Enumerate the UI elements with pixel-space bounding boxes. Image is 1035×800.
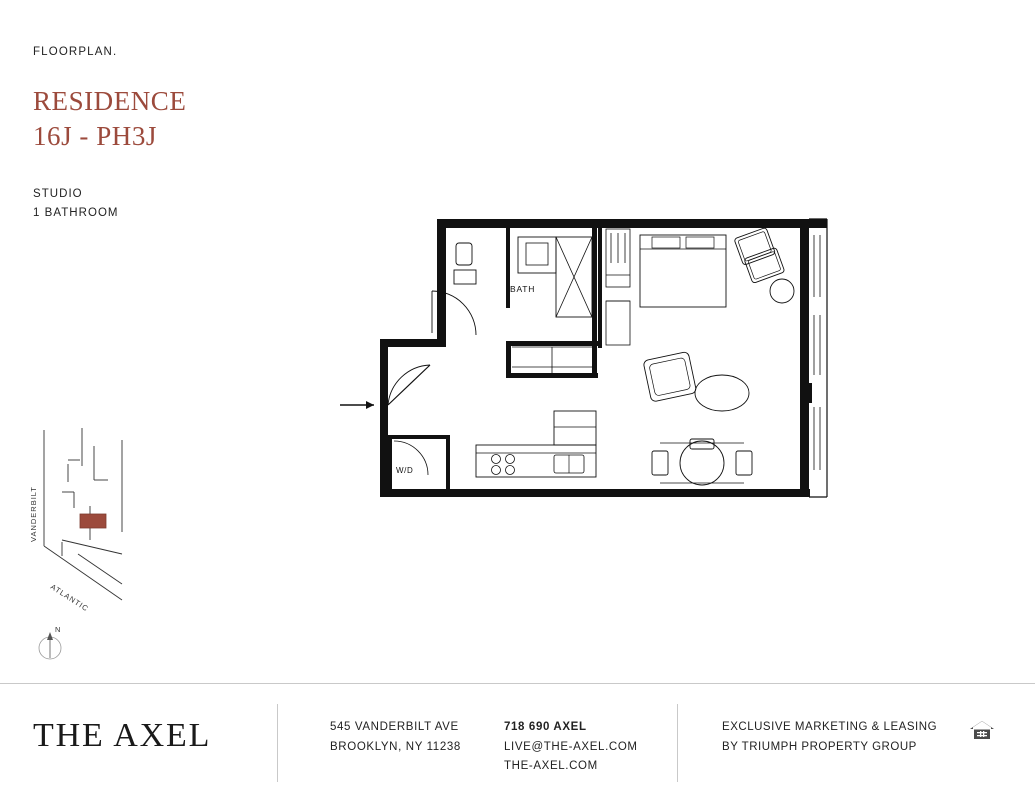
room-label-wd: W/D — [396, 466, 414, 475]
street-label-vanderbilt: VANDERBILT — [29, 486, 38, 542]
floorplan-header — [33, 46, 413, 222]
residence-title-line1: RESIDENCE — [33, 86, 187, 116]
unit-type-line2: 1 BATHROOM — [33, 206, 119, 219]
phone-number[interactable]: 718 690 AXEL — [504, 721, 587, 733]
address-line-1: 545 VANDERBILT AVE — [330, 721, 459, 733]
brand-logo: THE AXEL — [33, 717, 212, 754]
footer-marketing — [722, 718, 937, 757]
page-title — [33, 84, 413, 153]
footer-vertical-divider-1 — [277, 704, 278, 782]
equal-housing-icon — [968, 718, 996, 744]
room-label-bath: BATH — [510, 284, 536, 294]
floorplan-drawing — [330, 215, 840, 525]
unit-type-line1: STUDIO — [33, 188, 83, 201]
website-url[interactable]: THE-AXEL.COM — [504, 760, 598, 773]
site-key-map — [22, 420, 152, 670]
floorplan-svg — [330, 215, 840, 525]
footer-vertical-divider-2 — [677, 704, 678, 782]
footer — [0, 684, 1035, 800]
unit-location-marker — [80, 514, 106, 528]
entry-direction-arrow — [340, 401, 374, 409]
north-compass-icon — [39, 625, 61, 659]
address-line-2: BROOKLYN, NY 11238 — [330, 740, 461, 753]
marketing-line-2: BY TRIUMPH PROPERTY GROUP — [722, 740, 917, 753]
eyebrow-label: FLOORPLAN. — [33, 46, 118, 58]
street-label-atlantic: ATLANTIC — [48, 582, 91, 614]
marketing-line-1: EXCLUSIVE MARKETING & LEASING — [722, 721, 938, 733]
key-map-svg — [22, 420, 152, 670]
north-label: N — [55, 625, 61, 634]
footer-contact — [504, 718, 638, 777]
email-address[interactable]: LIVE@THE-AXEL.COM — [504, 740, 638, 753]
footer-address — [330, 718, 461, 757]
residence-title-line2: 16J - PH3J — [33, 120, 157, 151]
